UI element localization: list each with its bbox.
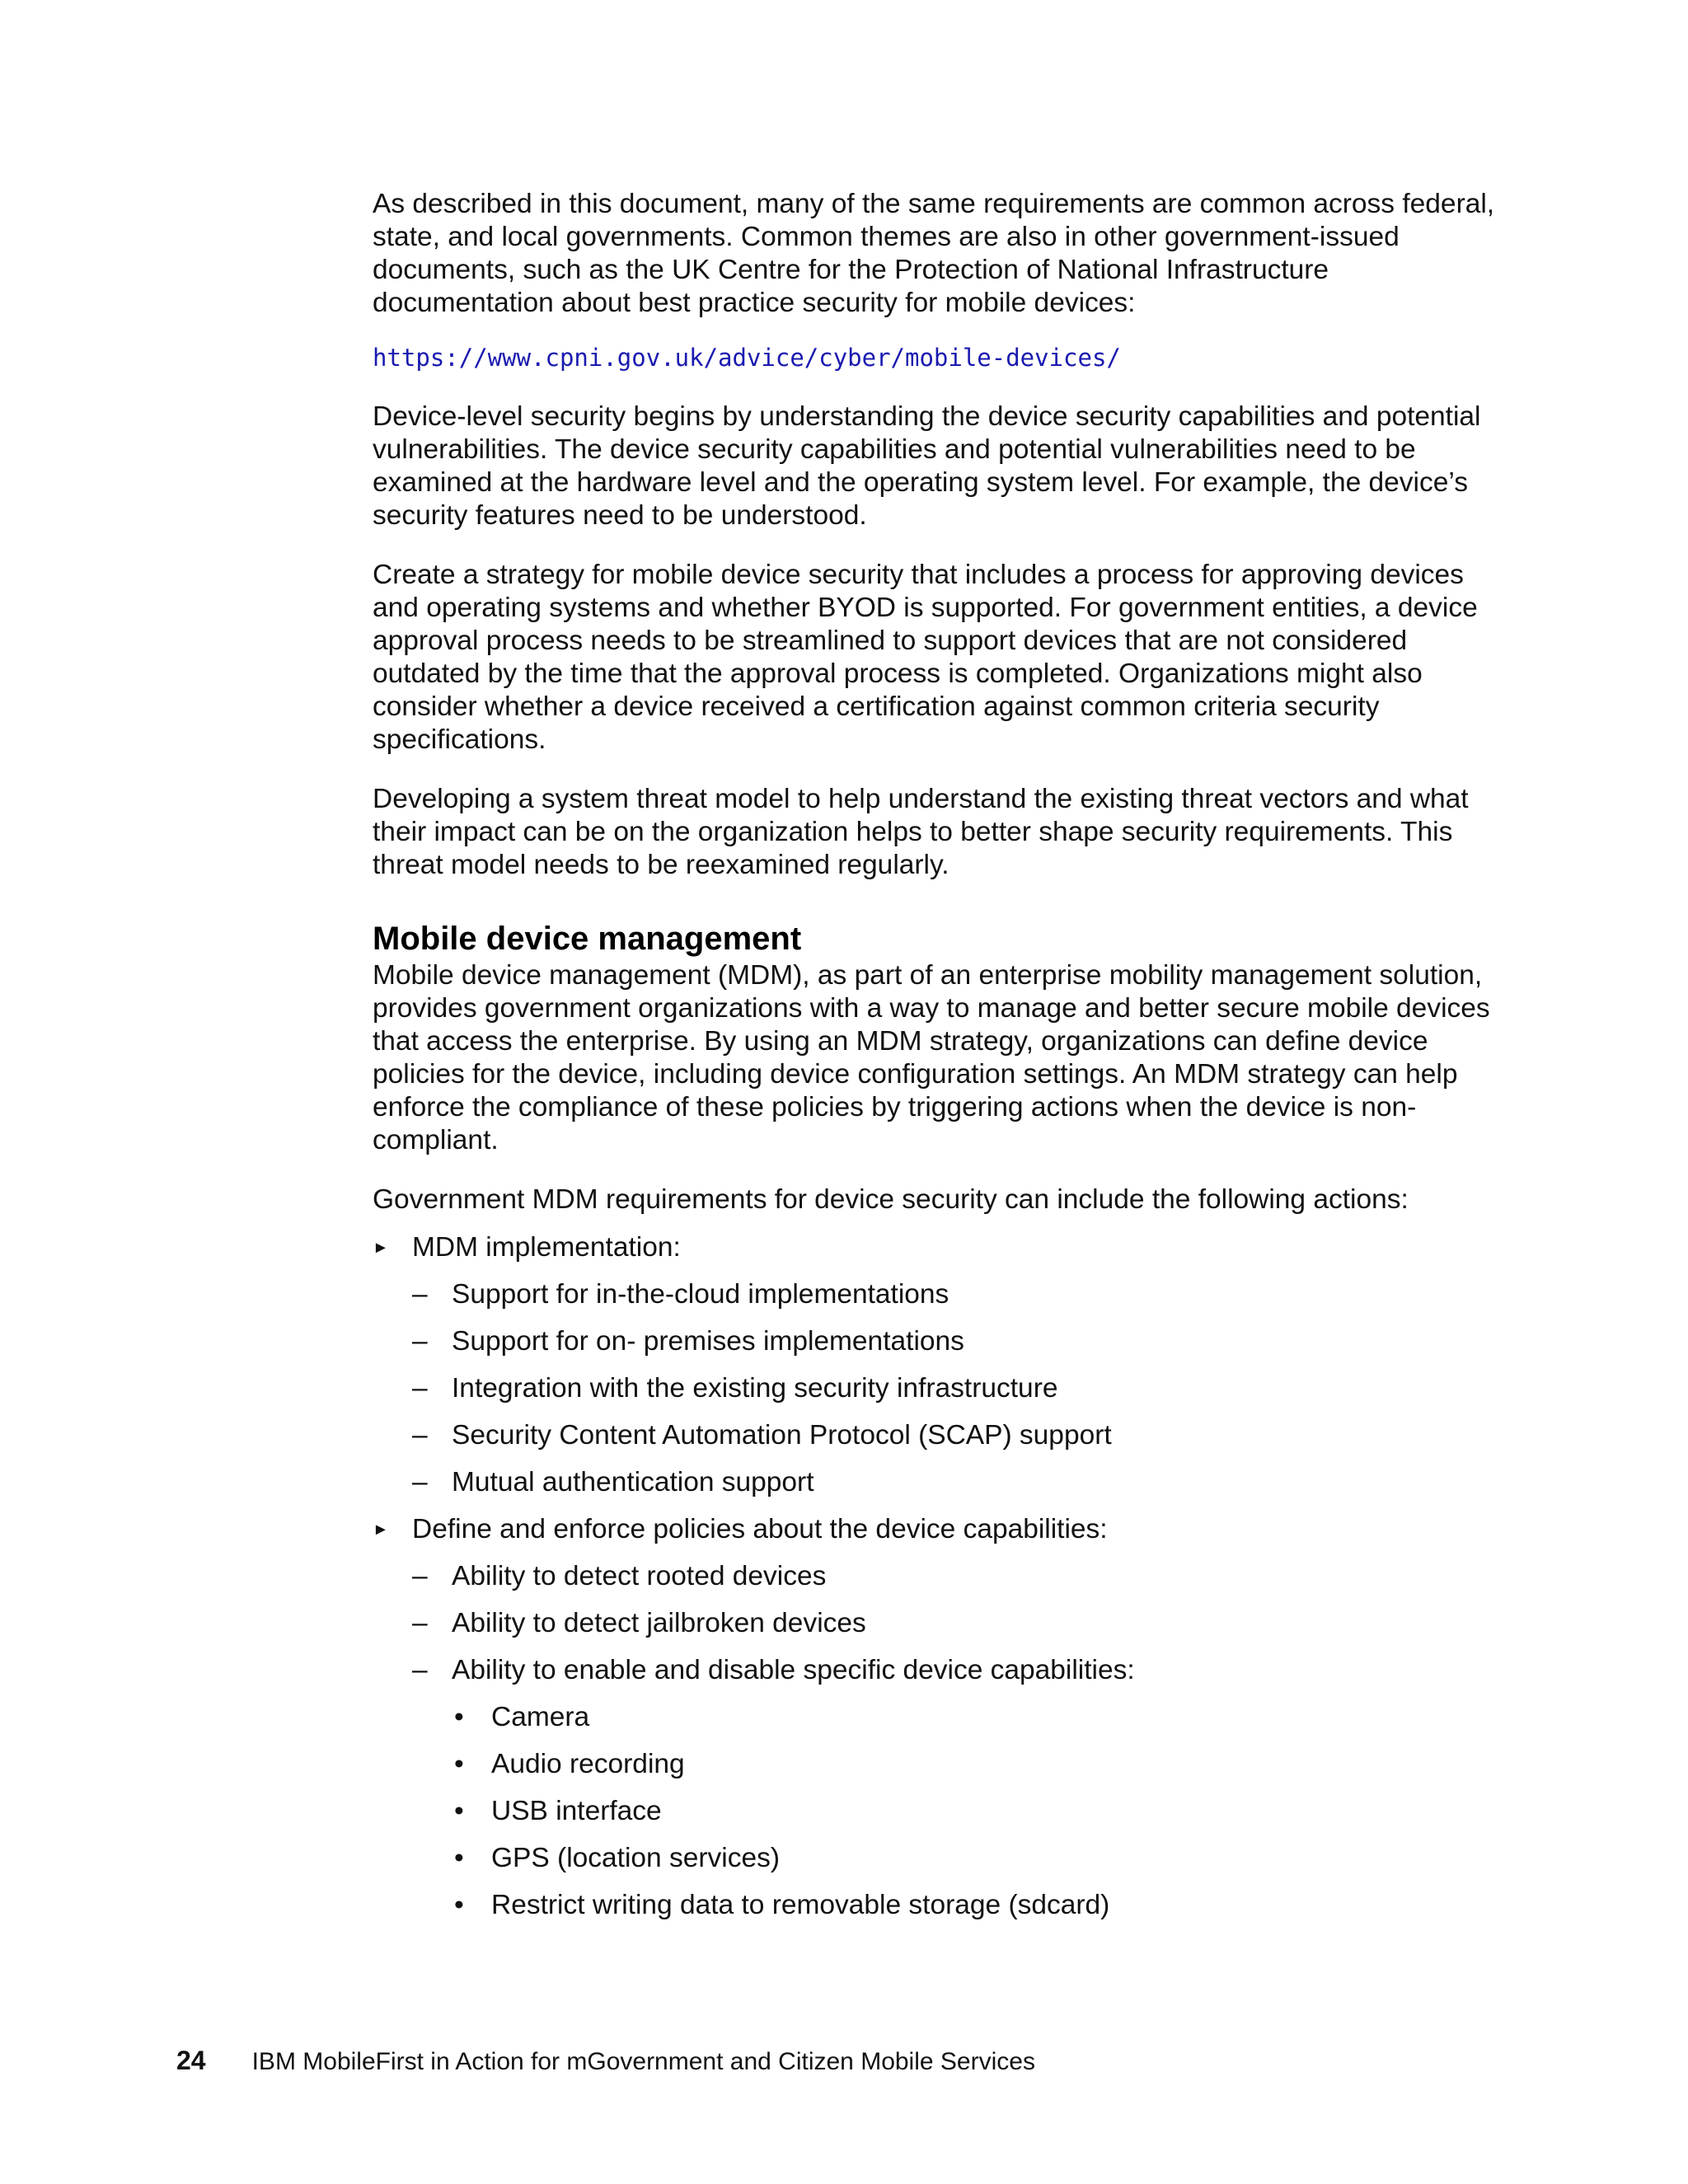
list-item-text: Ability to detect rooted devices <box>452 1561 827 1591</box>
list-item <box>373 1701 1502 1734</box>
list-item <box>373 1419 1502 1452</box>
list-item-text: Define and enforce policies about the device capabilities: <box>412 1514 1108 1544</box>
cpni-link[interactable]: https://www.cpni.gov.uk/advice/cyber/mobile-devices/ <box>373 344 1121 372</box>
body-paragraph: Device-level security begins by understanding the device security capabilities and potential vulnerabilities. The device security capabilities and potential vulnerabilities need to be examined at the hardware level and the operating system level. For example, the device’s security features need to be understood. <box>373 401 1481 531</box>
list-item-text: MDM implementation: <box>412 1232 681 1263</box>
list-item <box>373 1466 1502 1499</box>
section-heading: Mobile device management <box>373 921 802 957</box>
triangle-bullet-icon: ► <box>373 1521 389 1539</box>
list-item <box>373 1748 1502 1781</box>
list-item-text: Support for on- premises implementations <box>452 1326 964 1357</box>
page-footer <box>176 2046 1035 2077</box>
book-title: IBM MobileFirst in Action for mGovernment and Citizen Mobile Services <box>251 2048 1035 2075</box>
dash-bullet-icon: – <box>412 1420 428 1451</box>
dash-bullet-icon: – <box>412 1467 428 1497</box>
dot-bullet-icon: • <box>454 1890 464 1920</box>
dot-bullet-icon: • <box>454 1796 464 1826</box>
list-item <box>373 1560 1502 1593</box>
page-content <box>373 188 1502 1936</box>
list-item-text: Integration with the existing security infrastructure <box>452 1373 1058 1404</box>
list-item-text: Ability to detect jailbroken devices <box>452 1608 866 1638</box>
body-paragraph: Developing a system threat model to help understand the existing threat vectors and what their impact can be on the organization helps to better shape security requirements. This threat model needs to be reexamined regularly. <box>373 784 1469 880</box>
list-item <box>373 1513 1502 1546</box>
list-item-text: Support for in-the-cloud implementations <box>452 1279 950 1310</box>
list-item-text: Audio recording <box>491 1749 685 1779</box>
dot-bullet-icon: • <box>454 1702 464 1732</box>
list-item-text: GPS (location services) <box>491 1843 780 1873</box>
list-item <box>373 1889 1502 1922</box>
list-item <box>373 1231 1502 1264</box>
list-item-text: Ability to enable and disable specific device capabilities: <box>452 1655 1135 1685</box>
page-number: 24 <box>176 2046 206 2075</box>
list-item-text: USB interface <box>491 1796 662 1826</box>
list-item-text: Camera <box>491 1702 590 1732</box>
section-paragraph: Government MDM requirements for device security can include the following actions: <box>373 1184 1409 1215</box>
body-paragraph: Create a strategy for mobile device security that includes a process for approving devices and operating systems and whether BYOD is supported. For government entities, a device approval process needs to be streamlined to support devices that are not considered outdated by the time that the approval process is completed. Organizations might also consider whether a device received a certification against common criteria security specifications. <box>373 560 1478 755</box>
list-item <box>373 1372 1502 1405</box>
section-paragraph: Mobile device management (MDM), as part of an enterprise mobility management solution, provides government organizations with a way to manage and better secure mobile devices that access the enterprise. By using an MDM strategy, organizations can define device policies for the device, including device configuration settings. An MDM strategy can help enforce the compliance of these policies by triggering actions when the device is non-compliant. <box>373 960 1490 1155</box>
list-item-text: Restrict writing data to removable storage (sdcard) <box>491 1890 1110 1920</box>
dot-bullet-icon: • <box>454 1843 464 1873</box>
list-item <box>373 1607 1502 1640</box>
list-item-text: Security Content Automation Protocol (SCAP) support <box>452 1420 1112 1451</box>
intro-paragraph: As described in this document, many of the same requirements are common across federal, state, and local governments. Common themes are also in other government-issued documents, such as the UK Centre for the Protection of National Infrastructure documentation about best practice security for mobile devices: <box>373 189 1495 318</box>
dash-bullet-icon: – <box>412 1655 428 1685</box>
dash-bullet-icon: – <box>412 1561 428 1591</box>
list-item <box>373 1795 1502 1828</box>
triangle-bullet-icon: ► <box>373 1239 389 1257</box>
list-item-text: Mutual authentication support <box>452 1467 814 1497</box>
list-item <box>373 1278 1502 1311</box>
dash-bullet-icon: – <box>412 1279 428 1310</box>
dash-bullet-icon: – <box>412 1326 428 1357</box>
dot-bullet-icon: • <box>454 1749 464 1779</box>
dash-bullet-icon: – <box>412 1608 428 1638</box>
dash-bullet-icon: – <box>412 1373 428 1404</box>
list-item <box>373 1654 1502 1687</box>
list-item <box>373 1325 1502 1358</box>
list-item <box>373 1842 1502 1875</box>
requirements-list <box>373 1231 1502 1922</box>
